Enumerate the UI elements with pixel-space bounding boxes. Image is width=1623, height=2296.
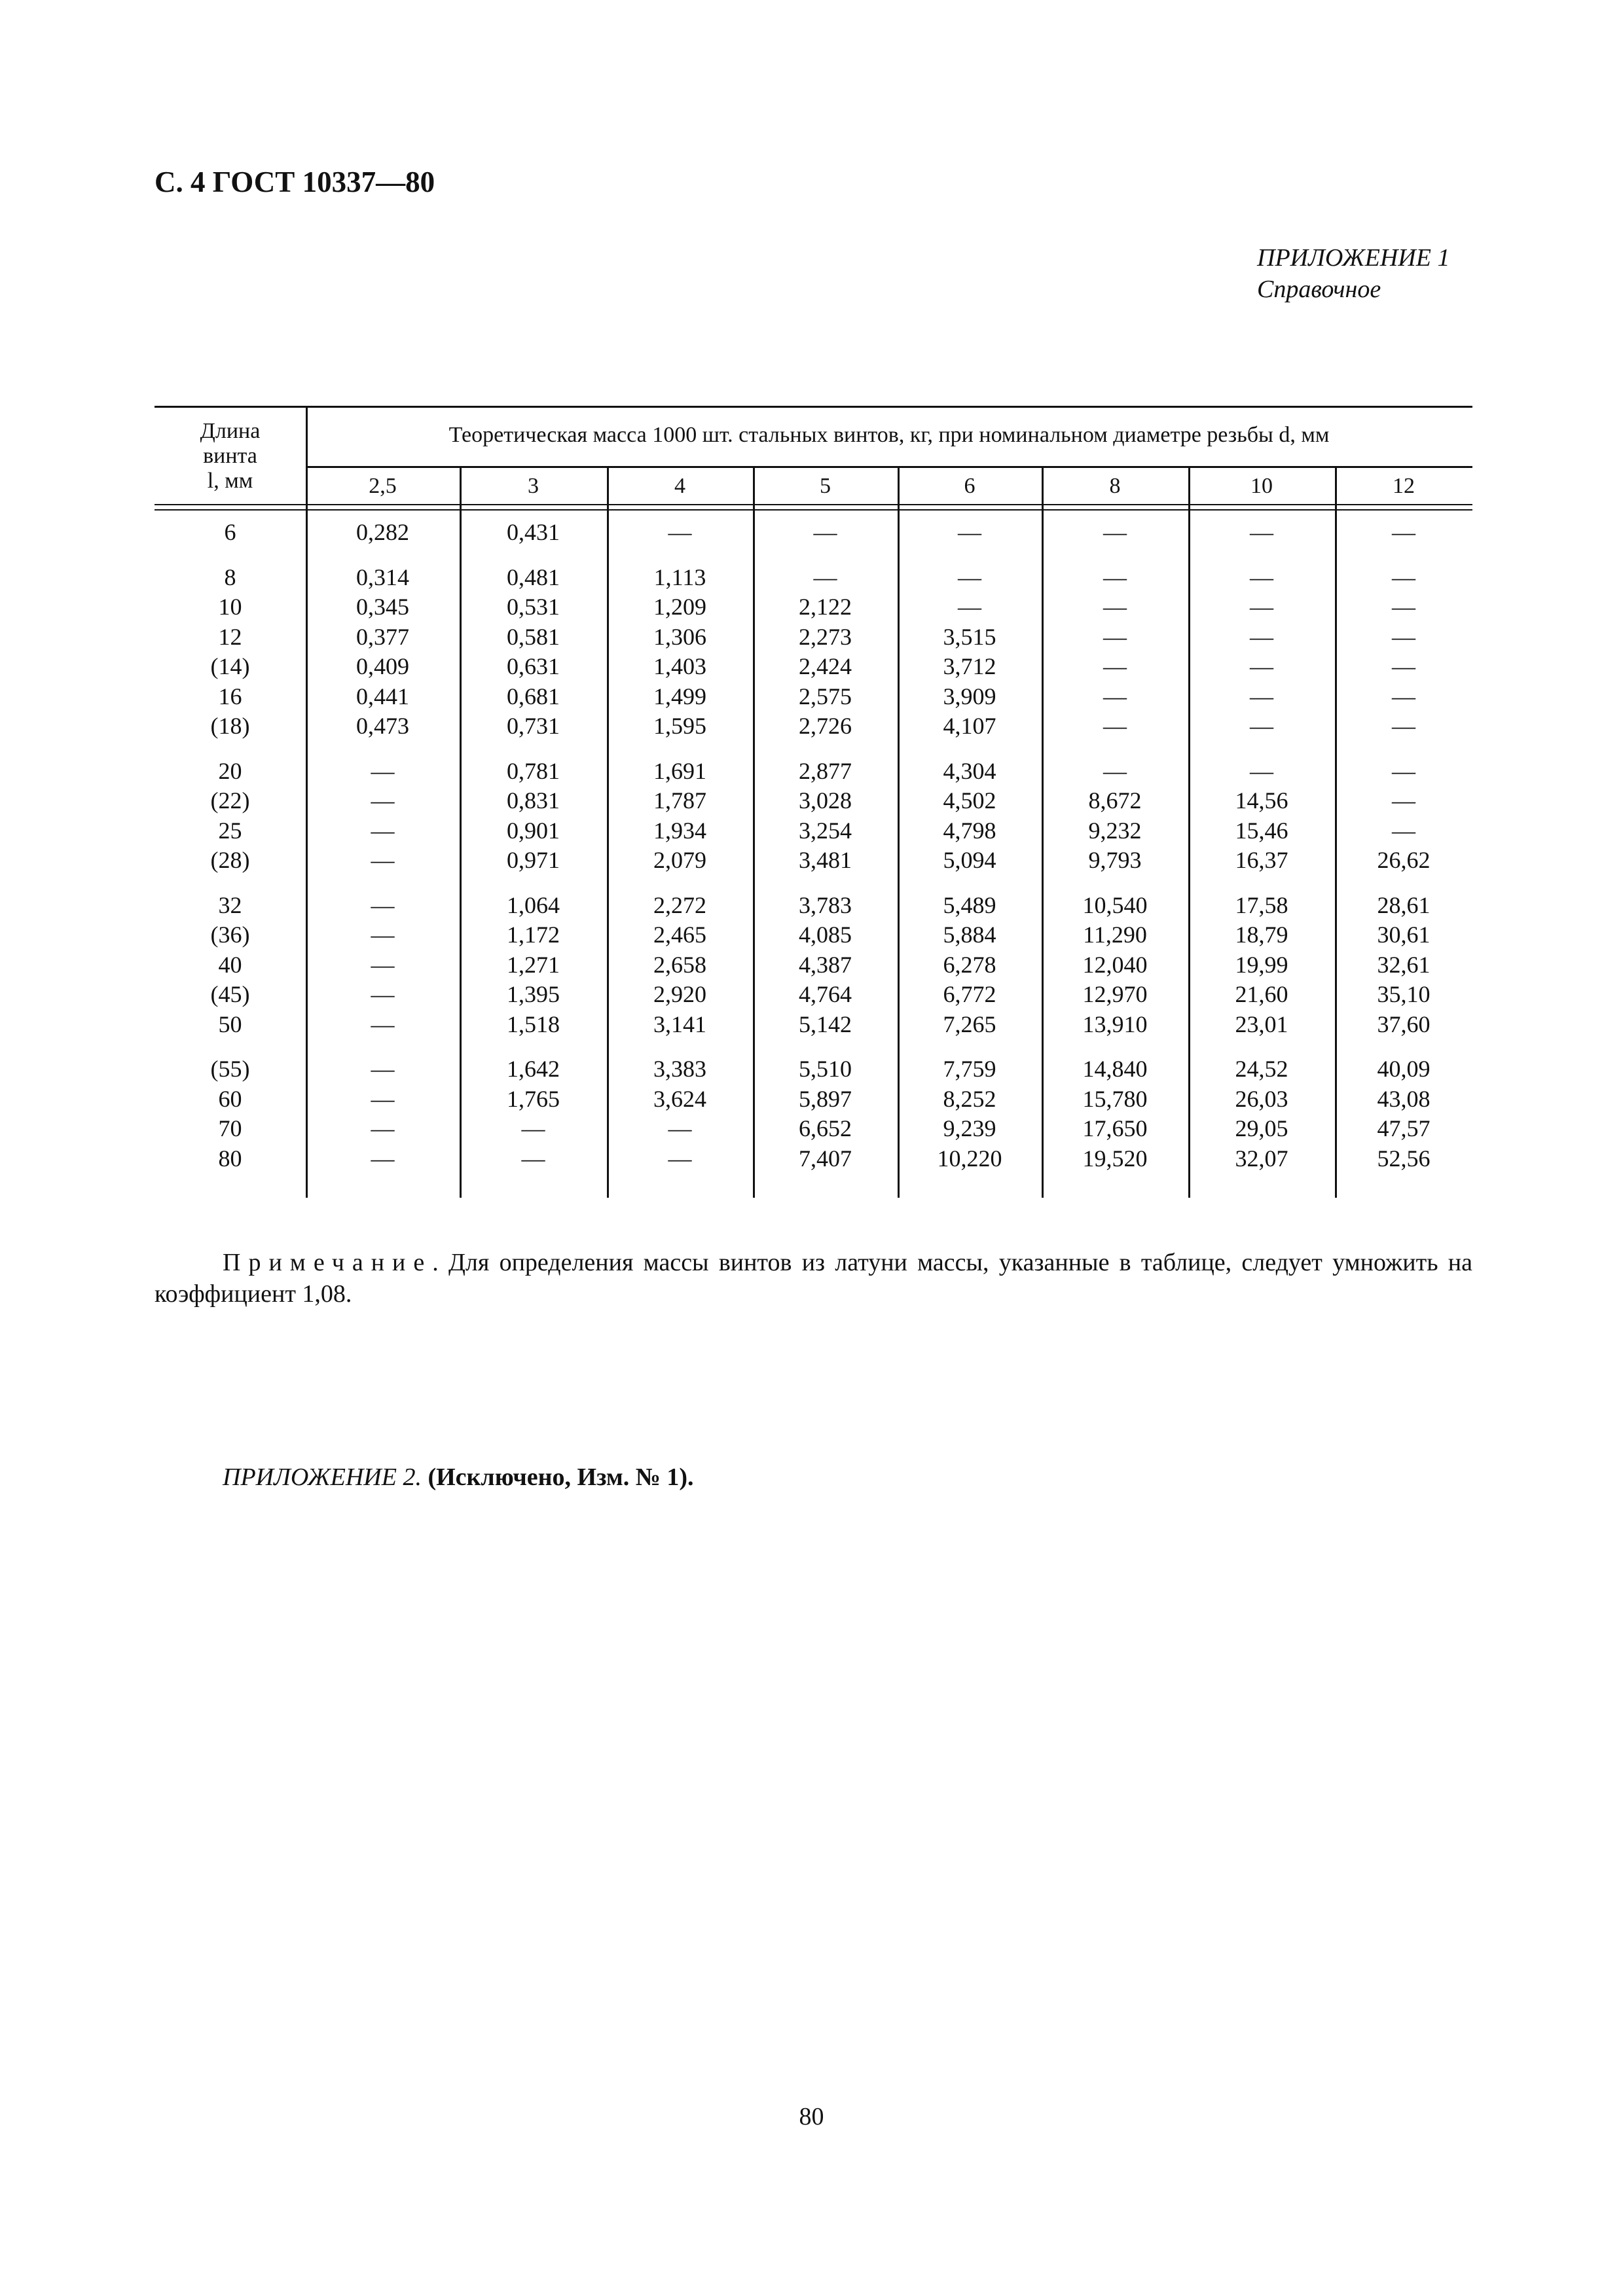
table-cell: 9,793	[1088, 847, 1142, 873]
table-cell: —	[371, 787, 395, 814]
note-text: . Для определения массы винтов из латуни массы, указанные в таблице, следует умножить на коэффициент 1,08.	[155, 1249, 1472, 1308]
table-cell: 1,403	[653, 653, 706, 679]
table-cell: 3,783	[799, 891, 852, 918]
table-cell: 2,658	[653, 951, 706, 978]
table-cell: 21,60	[1235, 981, 1288, 1007]
column-header: 6	[964, 474, 976, 498]
table-cell: 1,395	[507, 981, 560, 1007]
table-cell: 0,282	[356, 519, 409, 545]
table-cell: 1,765	[507, 1085, 560, 1112]
table-cell: 2,424	[799, 653, 852, 679]
table-cell: —	[521, 1115, 545, 1141]
table-cell: 1,064	[507, 891, 560, 918]
table-cell: 8,252	[943, 1085, 996, 1112]
table-cell: 10,220	[937, 1145, 1002, 1172]
table-cell: 2,079	[653, 847, 706, 873]
column-header: 2,5	[369, 474, 397, 498]
table-cell: 1,642	[507, 1056, 560, 1082]
row-length-cell: 32	[218, 891, 242, 918]
table-cell: —	[371, 1115, 395, 1141]
table-cell: —	[1392, 594, 1415, 620]
table-cell: 7,759	[943, 1056, 996, 1082]
table-cell: 3,515	[943, 623, 996, 650]
row-length-cell: 6	[224, 519, 236, 545]
row-length-cell: 70	[218, 1115, 242, 1141]
table-header-rule-2	[155, 509, 1472, 511]
row-length-cell: 20	[218, 757, 242, 784]
table-cell: 1,595	[653, 713, 706, 739]
table-cell: 6,772	[943, 981, 996, 1007]
row-length-cell: (18)	[210, 713, 250, 739]
table-cell: —	[1250, 713, 1273, 739]
table-cell: 3,383	[653, 1056, 706, 1082]
table-cell: 43,08	[1377, 1085, 1431, 1112]
table-cell: —	[1250, 564, 1273, 590]
row-length-cell: 50	[218, 1011, 242, 1037]
table-cell: —	[1392, 683, 1415, 709]
table-cell: —	[668, 519, 692, 545]
table-note	[155, 1247, 1472, 1310]
table-cell: 0,971	[507, 847, 560, 873]
table-cell: 11,290	[1083, 922, 1147, 948]
table-cell: —	[1250, 757, 1273, 784]
row-length-cell: (14)	[210, 653, 250, 679]
row-header-label: Длина	[200, 419, 261, 443]
row-length-cell: (36)	[210, 922, 250, 948]
table-cell: 4,387	[799, 951, 852, 978]
table-cell: 12,970	[1082, 981, 1148, 1007]
table-cell: —	[1103, 683, 1127, 709]
table-cell: —	[371, 1145, 395, 1172]
table-cell: 1,934	[653, 817, 706, 844]
table-cell: 16,37	[1235, 847, 1288, 873]
row-header-label: винта	[203, 444, 257, 468]
table-cell: 0,481	[507, 564, 560, 590]
table-cell: 3,028	[799, 787, 852, 814]
table-cell: 0,781	[507, 757, 560, 784]
table-cell: 52,56	[1377, 1145, 1431, 1172]
table-cell: 0,631	[507, 653, 560, 679]
table-cell: 18,79	[1235, 922, 1288, 948]
table-cell: 19,520	[1082, 1145, 1148, 1172]
appendix-2-text: (Исключено, Изм. № 1).	[428, 1463, 694, 1491]
table-cell: —	[371, 922, 395, 948]
group-header: Теоретическая масса 1000 шт. стальных винтов, кг, при номинальном диаметре резьбы d, мм	[448, 423, 1330, 447]
table-cell: 5,094	[943, 847, 996, 873]
row-length-cell: 10	[218, 594, 242, 620]
table-cell: 0,409	[356, 653, 409, 679]
column-header: 5	[820, 474, 831, 498]
table-cell: 5,489	[943, 891, 996, 918]
table-cell: 15,780	[1082, 1085, 1148, 1112]
table-cell: 1,209	[653, 594, 706, 620]
column-header: 8	[1109, 474, 1121, 498]
appendix-1-label	[1257, 242, 1450, 305]
row-length-cell: 16	[218, 683, 242, 709]
table-cell: 4,764	[799, 981, 852, 1007]
table-cell: —	[813, 519, 837, 545]
table-cell: 12,040	[1082, 951, 1148, 978]
column-header: 12	[1393, 474, 1415, 498]
table-cell: —	[1392, 713, 1415, 739]
table-cell: —	[371, 757, 395, 784]
table-cell: 7,407	[799, 1145, 852, 1172]
table-cell: 2,726	[799, 713, 852, 739]
table-cell: —	[371, 817, 395, 844]
column-header: 10	[1250, 474, 1273, 498]
row-length-cell: 12	[218, 623, 242, 650]
table-cell: —	[1103, 519, 1127, 545]
table-cell: 5,884	[943, 922, 996, 948]
table-cell: 0,681	[507, 683, 560, 709]
table-cell: 23,01	[1235, 1011, 1288, 1037]
table-cell: 0,831	[507, 787, 560, 814]
appendix-1-subtitle: Справочное	[1257, 276, 1381, 303]
table-cell: 2,575	[799, 683, 852, 709]
table-cell: 2,465	[653, 922, 706, 948]
table-cell: —	[371, 1011, 395, 1037]
page-number: 80	[799, 2103, 824, 2130]
table-cell: —	[1392, 564, 1415, 590]
table-cell: —	[1250, 653, 1273, 679]
table-cell: 2,122	[799, 594, 852, 620]
table-cell: 6,652	[799, 1115, 852, 1141]
column-header: 4	[674, 474, 685, 498]
table-cell: 5,510	[799, 1056, 852, 1082]
table-subheader-rule	[306, 466, 1472, 468]
table-cell: —	[371, 981, 395, 1007]
table-cell: 3,141	[653, 1011, 706, 1037]
table-cell: 0,531	[507, 594, 560, 620]
table-cell: 6,278	[943, 951, 996, 978]
table-cell: 4,107	[943, 713, 996, 739]
table-cell: 0,314	[356, 564, 409, 590]
table-cell: —	[1392, 757, 1415, 784]
table-cell: —	[371, 1056, 395, 1082]
table-cell: —	[1103, 653, 1127, 679]
table-cell: 1,787	[653, 787, 706, 814]
table-cell: 1,113	[653, 564, 706, 590]
table-cell: 47,57	[1377, 1115, 1431, 1141]
table-cell: —	[1250, 519, 1273, 545]
note-label: Примечание	[223, 1249, 433, 1276]
table-cell: 5,897	[799, 1085, 852, 1112]
row-length-cell: (22)	[210, 787, 250, 814]
table-cell: 0,441	[356, 683, 409, 709]
table-cell: —	[371, 951, 395, 978]
table-cell: 19,99	[1235, 951, 1288, 978]
table-cell: 13,910	[1082, 1011, 1148, 1037]
table-cell: —	[371, 1085, 395, 1112]
table-cell: 4,798	[943, 817, 996, 844]
table-cell: 37,60	[1377, 1011, 1431, 1037]
table-cell: —	[1392, 653, 1415, 679]
table-cell: 5,142	[799, 1011, 852, 1037]
row-length-cell: 8	[224, 564, 236, 590]
table-cell: 17,58	[1235, 891, 1288, 918]
column-header: 3	[528, 474, 539, 498]
table-cell: 14,56	[1235, 787, 1288, 814]
table-cell: —	[1103, 713, 1127, 739]
table-cell: 1,306	[653, 623, 706, 650]
appendix-2-label: ПРИЛОЖЕНИЕ 2.	[223, 1463, 422, 1491]
table-cell: 35,10	[1377, 981, 1431, 1007]
table-cell: 30,61	[1377, 922, 1431, 948]
table-cell: —	[1392, 787, 1415, 814]
table-cell: —	[1392, 519, 1415, 545]
row-length-cell: (28)	[210, 847, 250, 873]
table-cell: 9,239	[943, 1115, 996, 1141]
table-cell: 0,731	[507, 713, 560, 739]
table-cell: 3,712	[943, 653, 996, 679]
table-cell: —	[1103, 757, 1127, 784]
table-cell: —	[521, 1145, 545, 1172]
table-cell: 0,377	[356, 623, 409, 650]
table-cell: 2,877	[799, 757, 852, 784]
row-header-label: l, мм	[207, 469, 253, 493]
table-cell: —	[1103, 623, 1127, 650]
table-cell: 0,901	[507, 817, 560, 844]
table-cell: 4,304	[943, 757, 996, 784]
appendix-1-title: ПРИЛОЖЕНИЕ 1	[1257, 244, 1450, 272]
table-cell: 32,61	[1377, 951, 1431, 978]
table-cell: 40,09	[1377, 1056, 1431, 1082]
table-header-rule-1	[155, 504, 1472, 505]
table-cell: 17,650	[1082, 1115, 1148, 1141]
table-cell: 2,920	[653, 981, 706, 1007]
table-cell: 28,61	[1377, 891, 1431, 918]
table-cell: 4,502	[943, 787, 996, 814]
table-cell: 26,03	[1235, 1085, 1288, 1112]
table-top-rule	[155, 406, 1472, 408]
table-cell: 2,273	[799, 623, 852, 650]
table-cell: 3,254	[799, 817, 852, 844]
page-header: С. 4 ГОСТ 10337—80	[155, 166, 435, 198]
row-length-cell: 80	[218, 1145, 242, 1172]
table-cell: —	[371, 891, 395, 918]
table-cell: 1,172	[507, 922, 560, 948]
table-cell: —	[958, 564, 981, 590]
table-cell: 4,085	[799, 922, 852, 948]
table-cell: —	[1103, 594, 1127, 620]
table-cell: 0,431	[507, 519, 560, 545]
table-cell: —	[1250, 683, 1273, 709]
table-cell: 0,345	[356, 594, 409, 620]
table-cell: 7,265	[943, 1011, 996, 1037]
table-cell: 14,840	[1082, 1056, 1148, 1082]
row-length-cell: 40	[218, 951, 242, 978]
table-cell: 3,624	[653, 1085, 706, 1112]
table-cell: —	[1392, 817, 1415, 844]
table-cell: 8,672	[1088, 787, 1142, 814]
row-length-cell: (55)	[210, 1056, 250, 1082]
table-cell: 1,518	[507, 1011, 560, 1037]
row-length-cell: 60	[218, 1085, 242, 1112]
table-cell: 1,271	[507, 951, 560, 978]
table-cell: 29,05	[1235, 1115, 1288, 1141]
table-cell: 0,473	[356, 713, 409, 739]
table-cell: 1,499	[653, 683, 706, 709]
table-cell: —	[1250, 594, 1273, 620]
row-length-cell: (45)	[210, 981, 250, 1007]
table-cell: —	[668, 1145, 692, 1172]
table-cell: 26,62	[1377, 847, 1431, 873]
table-cell: 1,691	[653, 757, 706, 784]
table-cell: —	[1103, 564, 1127, 590]
table-cell: 15,46	[1235, 817, 1288, 844]
table-cell: —	[958, 594, 981, 620]
table-cell: —	[371, 847, 395, 873]
table-cell: 32,07	[1235, 1145, 1288, 1172]
table-cell: 0,581	[507, 623, 560, 650]
table-cell: 9,232	[1088, 817, 1142, 844]
table-cell: —	[958, 519, 981, 545]
table-cell: 10,540	[1082, 891, 1148, 918]
table-cell: 3,909	[943, 683, 996, 709]
row-length-cell: 25	[218, 817, 242, 844]
table-cell: —	[668, 1115, 692, 1141]
table-cell: 24,52	[1235, 1056, 1288, 1082]
table-cell: —	[813, 564, 837, 590]
appendix-2	[223, 1463, 694, 1492]
table-cell: 3,481	[799, 847, 852, 873]
table-cell: —	[1392, 623, 1415, 650]
table-cell: —	[1250, 623, 1273, 650]
table-cell: 2,272	[653, 891, 706, 918]
